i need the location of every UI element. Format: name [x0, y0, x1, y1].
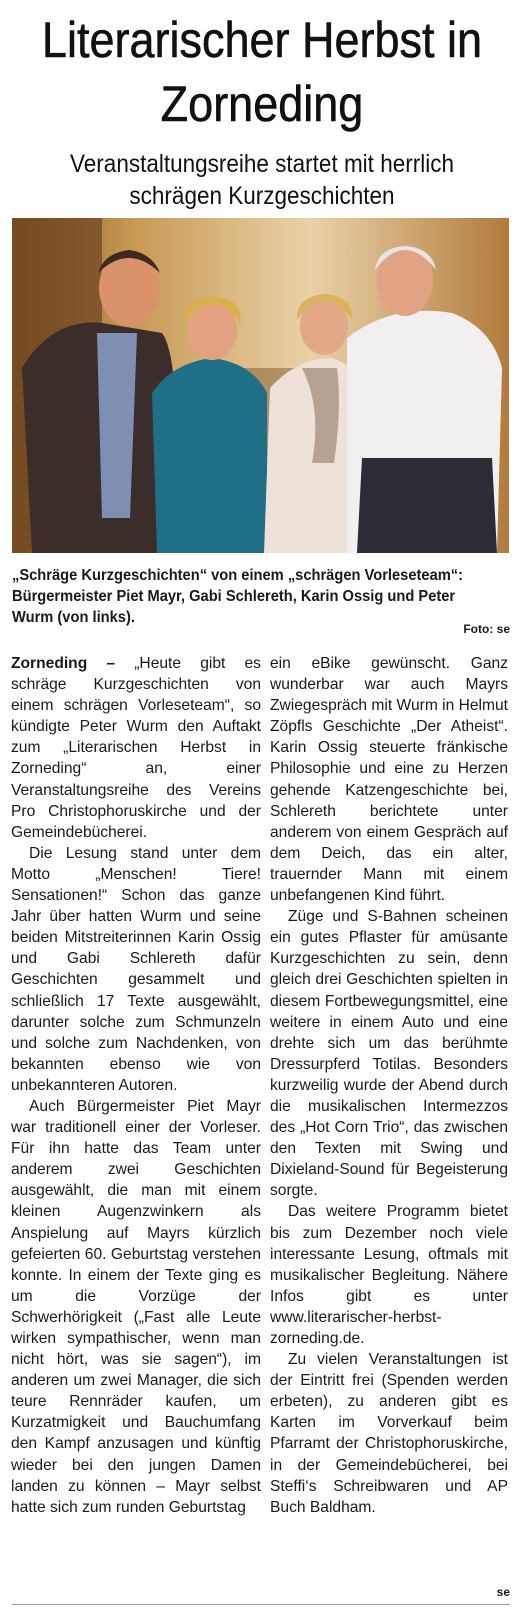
paragraph: [11, 653, 261, 843]
column-right: [270, 653, 508, 1518]
paragraph: Die Lesung stand unter dem Motto „Menschen! Tiere! Sensationen!“ Schon das ganze Jahr über hatten Wurm und seine beiden Mitstreiterinnen Karin Ossig und Gabi Schlereth dafür Geschichten gesammelt und schließlich 17 Texte ausgewählt, darunter solche zum Schmunzeln und solche zum Nachdenken, von bekannten ebenso wie von unbekannteren Autoren.: [11, 844, 261, 1094]
group-photo: [12, 218, 509, 553]
photo-illustration: [12, 218, 509, 553]
article-subtitle: Veranstaltungsreihe startet mit herrlich schrägen Kurzgeschichten: [70, 150, 454, 210]
author-signature: se: [496, 1585, 510, 1599]
paragraph-text: „Heute gibt es schräge Kurzgeschichten von einem schrägen Vorleseteam“, so kündigte Peter Wurm den Auftakt zum „Literarischen Herbst in Zorneding“ an, einer Veranstaltungsreihe des Vereins Pro Christophoruskirche und der Gemeindebücherei.: [11, 655, 261, 841]
article-title: Literarischer Herbst in Zorneding: [41, 12, 483, 132]
column-left: [11, 653, 261, 1518]
paragraph: Zu vielen Veranstaltungen ist der Eintritt frei (Spenden werden erbeten), zu anderen gibt es Karten im Vorverkauf beim Pfarramt der Christophoruskirche, in der Gemeindebücherei, bei Steffi‘s Schreibwaren und AP Buch Baldham.: [270, 1351, 508, 1516]
bottom-rule: [12, 1604, 510, 1605]
photo-credit: Foto: se: [463, 622, 510, 636]
dateline: Zorneding –: [11, 655, 116, 672]
paragraph: Auch Bürgermeister Piet Mayr war traditionell einer der Vorleser. Für ihn hatte das Team unter anderem zwei Geschichten ausgewählt, die man mit einem kleinen Augenzwinkern als Anspielung auf Mayrs kürzlich gefeierten 60. Geburtstag verstehen konnte. In einem der Texte ging es um die Vorzüge der Schwerhörigkeit („Fast alle Leute wirken sympathischer, wenn man nicht hört, was sie sagen“), im anderen um zwei Manager, die sich teure Rennräder kaufen, um Kurzatmigkeit und Bauchumfang den Kampf anzusagen und künftig wieder bei den jungen Damen landen zu können – Mayr selbst hatte sich zum runden Geburtstag: [11, 1097, 261, 1516]
photo-caption: „Schräge Kurzgeschichten“ von einem „schrägen Vorleseteam“: Bürgermeister Piet Mayr, Gabi Schlereth, Karin Ossig und Peter Wurm (von links).: [12, 567, 464, 626]
paragraph: Das weitere Programm bietet bis zum Dezember noch viele interessante Lesung, oftmals mit musikalischer Begleitung. Nähere Infos gibt es unter www.literarischer-herbst-zorneding.de.: [270, 1203, 508, 1347]
paragraph: ein eBike gewünscht. Ganz wunderbar war auch Mayrs Zwiegespräch mit Wurm in Helmut Zöpfls Geschichte „Der Atheist“. Karin Ossig steuerte fränkische Philosophie und eine zu Herzen gehende Katzengeschichte bei, Schlereth berichtete unter anderem von einem Gespräch auf dem Deich, das ein alter, trauernder Mann mit einem unbefangenen Kind führt.: [270, 655, 509, 905]
paragraph: Züge und S-Bahnen scheinen ein gutes Pflaster für amüsante Kurzgeschichten zu sein, denn gleich drei Geschichten spielten in diesem Fortbewegungsmittel, eine weitere in einem Auto und eine drehte sich um das berühmte Dressurpferd Totilas. Besonders kurzweilig wurde der Abend durch die musikalischen Intermezzos des „Hot Corn Trio“, das zwischen den Texten mit Swing und Dixieland-Sound für Begeisterung sorgte.: [270, 908, 508, 1200]
